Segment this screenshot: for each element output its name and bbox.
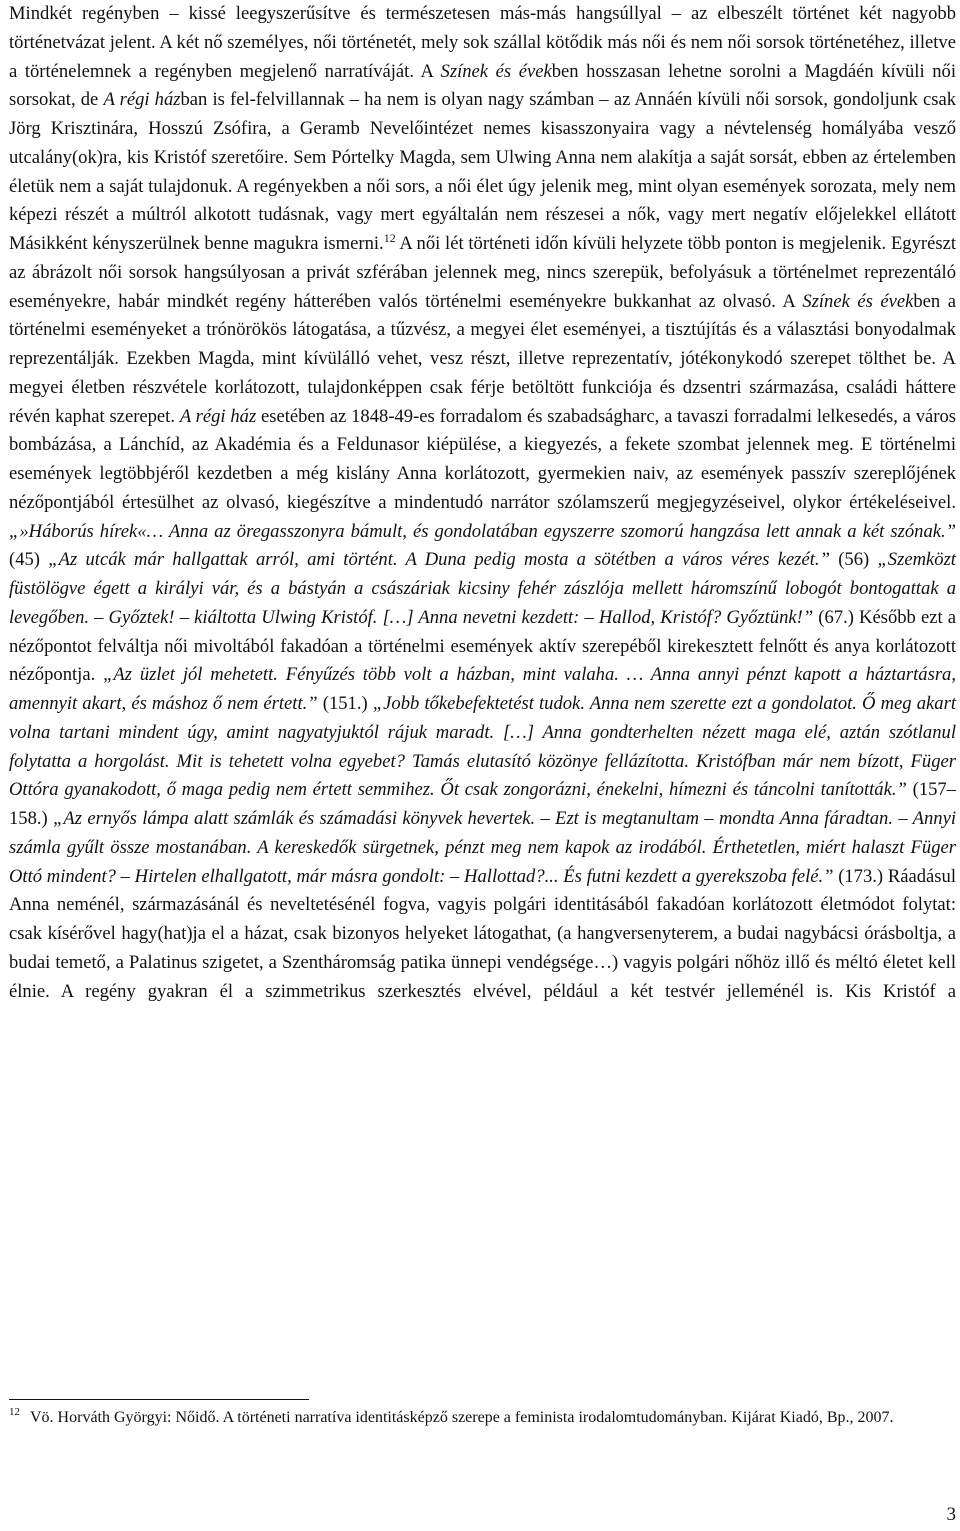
italic-quote: „Az ernyős lámpa alatt számlák és számadási könyvek hevertek. – Ezt is megtanultam – mondta Anna fáradtan. – Annyi számla gyűlt össze mostanában. A kereskedők sürgetnek, pénzt meg nem kapok az irodából. Érthetetlen, miért halaszt Füger Ottó mindent? – Hirtelen elhallgatott, már másra gondolt: – Hallottad?... És futni kezdett a gyerekszoba felé.” — [9, 808, 956, 887]
footnote-text: Vö. Horváth Györgyi: Nőidő. A történeti narratíva identitásképző szerepe a feminista irodalomtudományban. Kijárat Kiadó, Bp., 2007. — [30, 1409, 894, 1426]
text-run: (67.) Később ezt a nézőpontot felváltja női mivoltából fakadóan a történelmi események aktív szerepéből kirekesztett felnőtt és anya korlátozott nézőpontja. — [9, 606, 956, 686]
text-run: ben a történelmi eseményeket a trónörökös látogatása, a tűzvész, a megyei élet eseményei, a tisztújítás és a választási bonyodalmak reprezentálják. Ezekben Magda, mint kívülálló vehet, vesz részt, illetve reprezentatív, jótékonykodó szerepet tölthet be. A megyei életben részvétele korlátozott, tulajdonképpen csak férje betöltött funkciója és dzsentri származása, családi háttere révén kaphat szerepet. — [9, 290, 956, 427]
footnote — [9, 1405, 956, 1431]
footnote-number: 12 — [9, 1406, 20, 1418]
italic-quote: Színek és évek — [802, 290, 914, 312]
italic-quote: „Az utcák már hallgattak arról, ami történt. A Duna pedig mosta a sötétben a város véres kezét.” — [48, 549, 830, 571]
text-run: (151.) — [317, 693, 373, 714]
text-run: ben hosszasan lehetne sorolni a Magdáén kívüli női sorsokat, de — [9, 60, 956, 111]
italic-quote: A régi ház — [179, 405, 257, 427]
text-run: (56) — [829, 549, 878, 571]
text-run: A női lét történeti időn kívüli helyzete több ponton is megjelenik. Egyrészt az ábrázolt női sorsok hangsúlyosan a privát szférában jelennek meg, nincs szerepük, befolyásuk a történelmet reprezentáló eseményekre, habár mindkét regény hátterében valós történelmi eseményekre bukkanhat az olvasó. A — [9, 233, 956, 312]
text-run: (173.) Ráadásul Anna neménél, származásánál és neveltetésénél fogva, vagyis polgári identitásából fakadóan korlátozott életmódot folytat: csak kísérővel hagy(hat)ja el a házat, csak bizonyos helyeket látogathat, (a hangversenyterem, a budai nagybácsi órásboltja, a budai temető, a Palatinus szigetet, a Szentháromság patika ünnepi vendégsége…) vagyis polgári nőhöz illő és méltó életet kell élnie. A regény gyakran él a szimmetrikus szerkesztés elvével, például a két testvér jelleménél is. Kis Kristóf a — [9, 865, 956, 1002]
italic-quote: „»Háborús hírek«… Anna az öregasszonyra bámult, és gondolatában egyszerre szomorú hangzása lett annak a két szónak.” — [9, 520, 956, 542]
italic-quote: A régi ház — [103, 89, 181, 111]
body-paragraph — [9, 0, 956, 1006]
text-run: esetében az 1848-49-es forradalom és szabadságharc, a tavaszi forradalmi lelkesedés, a város bombázása, a Lánchíd, az Akadémia és a Feldunasor kiépülése, a kiegyezés, a fekete szombat jelennek meg. E történelmi események legtöbbjéről kezdetben a még kislány Anna korlátozott, gyermekien naiv, az események passzív szereplőjének nézőpontjából értesülhet az olvasó, kiegészítve a mindentudó narrátor szólamszerű megjegyzéseivel, olykor értékeléseivel. — [9, 405, 956, 513]
italic-quote: „Szemközt füstölögve égett a királyi vár, és a bástyán a császáriak kicsiny fehér zászlója mellett háromszínű lobogót bontogattak a levegőben. – Győztek! – kiáltotta Ulwing Kristóf. […] Anna nevetni kezdett: – Hallod, Kristóf? Győztünk!” — [9, 549, 956, 628]
text-run: (157–158.) — [9, 779, 957, 829]
document-page — [9, 0, 957, 1525]
text-run: (45) — [9, 549, 49, 571]
text-run: Mindkét regényben – kissé leegyszerűsítve és természetesen más-más hangsúllyal – az elbeszélt történet két nagyobb történetvázat jelent. A két nő személyes, női történetét, mely sok szállal kötődik más női és nem női sorsok történetéhez, illetve a történelemnek a regényben megjelenő narratíváját. A — [9, 3, 956, 82]
page-number: 3 — [946, 1504, 956, 1525]
italic-quote: Színek és évek — [440, 60, 552, 82]
text-run: ban is fel-felvillannak – ha nem is olyan nagy számban – az Annáén kívüli női sorsok, gondoljunk csak Jörg Krisztinára, Hosszú Zsófira, a Geramb Nevelőintézet nemes kisasszonyaira vagy a névtelenség homályába vesző utcalány(ok)ra, kis Kristóf szeretőire. Sem Pórtelky Magda, sem Ulwing Anna nem alakítja a saját sorsát, ebben az értelemben életük nem a saját tulajdonuk. A regényekben a női sors, a női élet úgy jelenik meg, mint olyan események sorozata, mely nem képezi részét a múltról alkotott tudásnak, vagy mert egyáltalán nem részesei a nők, vagy mert negatív előjelekkel ellátott Másikként kényszerülnek benne magukra ismerni. — [9, 89, 956, 254]
footnote-separator — [9, 1399, 309, 1400]
italic-quote: „Jobb tőkebefektetést tudok. Anna nem szerette ezt a gondolatot. Ő meg akart volna tartani mindent úgy, amint nagyatyjuktól rájuk maradt. […] Anna gondterhelten nézett maga elé, aztán szótlanul folytatta a horgolást. Mit is tehetett volna egyebet? Tamás elutasító közönye fellázította. Kristófban már nem bízott, Füger Ottóra gyanakodott, ő maga pedig nem értett semmihez. Őt csak zongorázni, énekelni, hímezni és táncolni tanították.” — [9, 693, 956, 801]
footnote-reference: 12 — [383, 231, 396, 245]
italic-quote: „Az üzlet jól mehetett. Fényűzés több volt a házban, mint valaha. … Anna annyi pénzt kapott a háztartásra, amennyit akart, és máshoz ő nem értett.” — [9, 664, 956, 714]
